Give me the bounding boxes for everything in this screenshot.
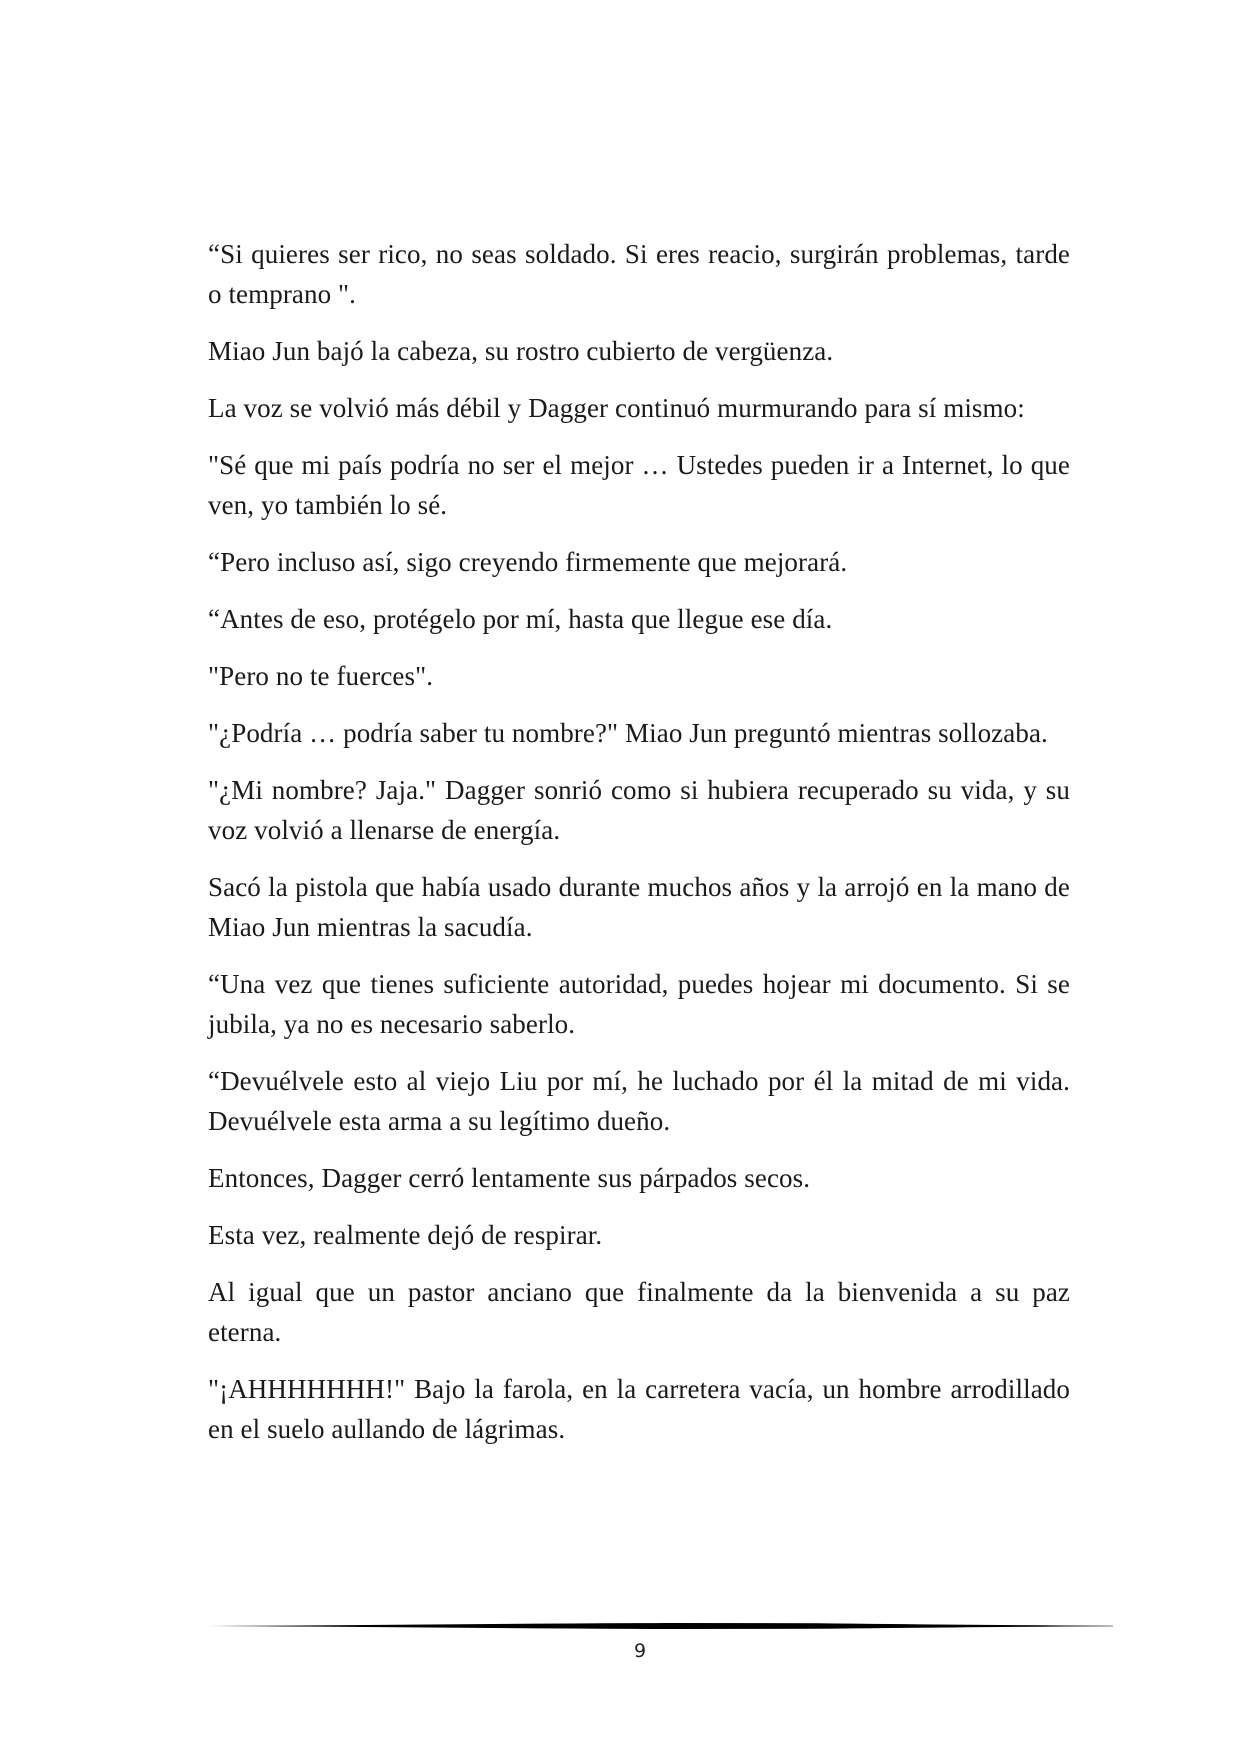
paragraph: Entonces, Dagger cerró lentamente sus párpados secos. bbox=[208, 1163, 811, 1193]
paragraph: "Pero no te fuerces". bbox=[208, 661, 434, 691]
paragraph: "¿Mi nombre? Jaja." Dagger sonrió como si hubiera recuperado su vida, y su voz volvió a llenarse de energía. bbox=[208, 775, 1070, 845]
paragraph: “Una vez que tienes suficiente autoridad, puedes hojear mi documento. Si se jubila, ya no es necesario saberlo. bbox=[208, 969, 1070, 1039]
paragraph: “Antes de eso, protégelo por mí, hasta que llegue ese día. bbox=[208, 604, 833, 634]
paragraph: "Sé que mi país podría no ser el mejor … Ustedes pueden ir a Internet, lo que ven, yo también lo sé. bbox=[208, 450, 1070, 520]
paragraph: “Devuélvele esto al viejo Liu por mí, he luchado por él la mitad de mi vida. Devuélvele esta arma a su legítimo dueño. bbox=[208, 1066, 1070, 1136]
body-text bbox=[208, 234, 1070, 1466]
page-number: 9 bbox=[633, 1640, 647, 1662]
paragraph: "¿Podría … podría saber tu nombre?" Miao Jun preguntó mientras sollozaba. bbox=[208, 718, 1048, 748]
paragraph: “Pero incluso así, sigo creyendo firmemente que mejorará. bbox=[208, 547, 848, 577]
paragraph: Miao Jun bajó la cabeza, su rostro cubierto de vergüenza. bbox=[208, 336, 834, 366]
paragraph: Esta vez, realmente dejó de respirar. bbox=[208, 1220, 603, 1250]
paragraph: "¡AHHHHHHH!" Bajo la farola, en la carretera vacía, un hombre arrodillado en el suelo aullando de lágrimas. bbox=[208, 1374, 1070, 1444]
footer-rule bbox=[208, 1619, 1113, 1633]
paragraph: Al igual que un pastor anciano que finalmente da la bienvenida a su paz eterna. bbox=[208, 1277, 1070, 1347]
paragraph: “Si quieres ser rico, no seas soldado. Si eres reacio, surgirán problemas, tarde o temprano ". bbox=[208, 239, 1070, 309]
paragraph: La voz se volvió más débil y Dagger continuó murmurando para sí mismo: bbox=[208, 393, 1025, 423]
paragraph: Sacó la pistola que había usado durante muchos años y la arrojó en la mano de Miao Jun mientras la sacudía. bbox=[208, 872, 1070, 942]
